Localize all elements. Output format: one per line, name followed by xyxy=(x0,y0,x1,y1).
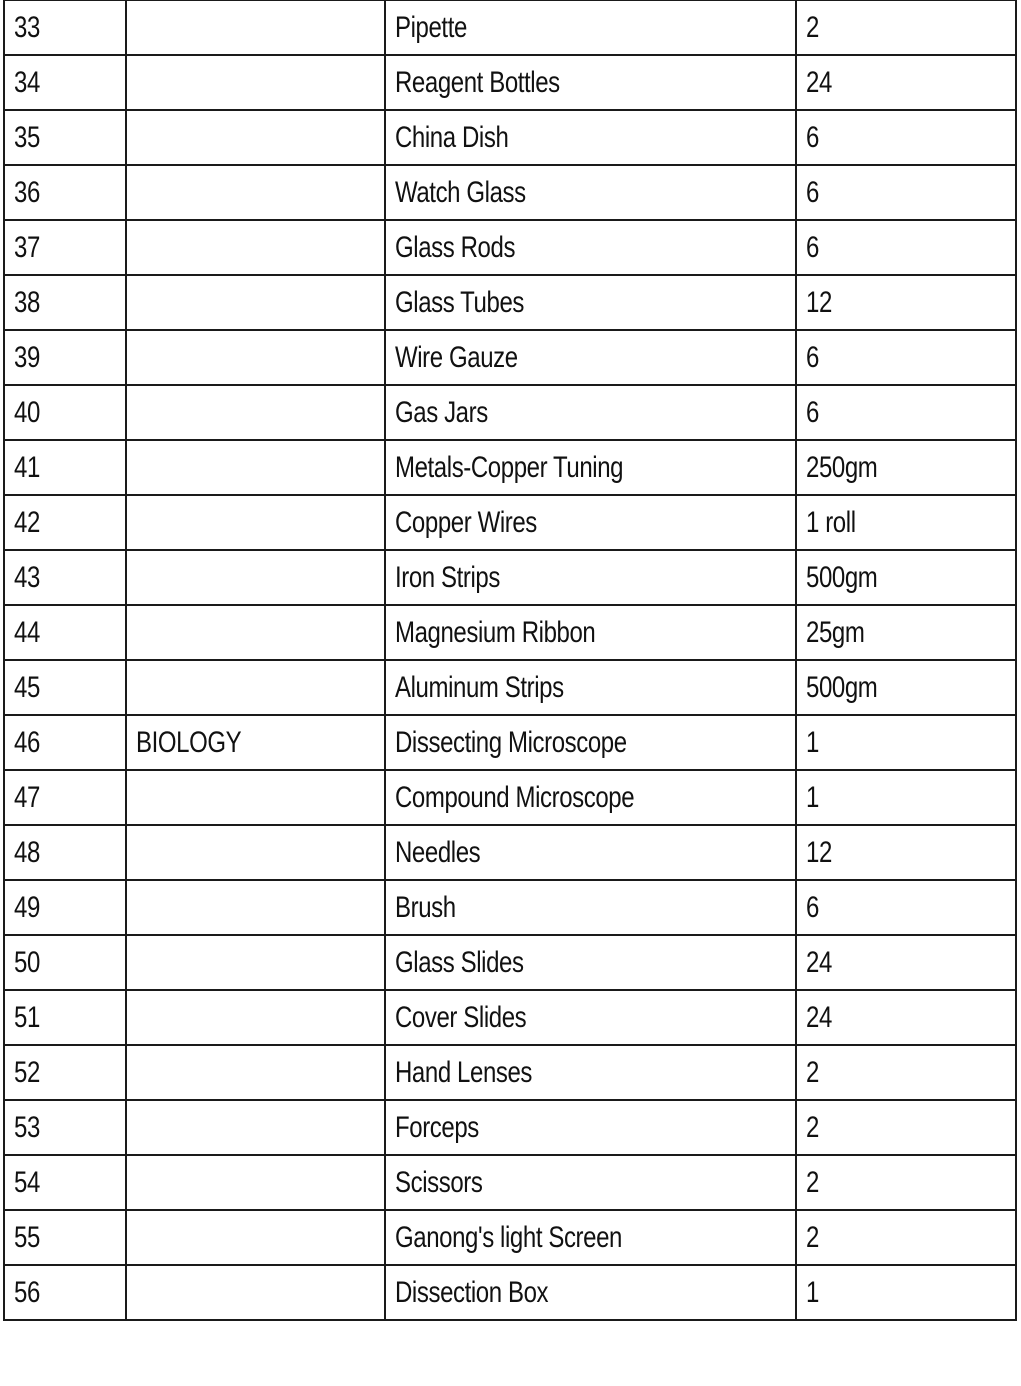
quantity-cell xyxy=(796,55,1016,110)
equipment-table xyxy=(3,0,1017,1321)
subject-cell xyxy=(126,715,385,770)
quantity-cell-text: 6 xyxy=(806,340,819,374)
item-name-cell-text: Aluminum Strips xyxy=(395,670,564,704)
table-row xyxy=(4,110,1016,165)
table-row xyxy=(4,1265,1016,1320)
table-row xyxy=(4,1100,1016,1155)
serial-number-cell-text: 34 xyxy=(14,65,40,99)
table-row xyxy=(4,275,1016,330)
subject-cell xyxy=(126,770,385,825)
quantity-cell-text: 12 xyxy=(806,285,832,319)
table-row xyxy=(4,770,1016,825)
subject-cell xyxy=(126,1265,385,1320)
item-name-cell-text: Forceps xyxy=(395,1110,479,1144)
subject-cell xyxy=(126,220,385,275)
serial-number-cell-text: 42 xyxy=(14,505,40,539)
item-name-cell xyxy=(385,330,796,385)
item-name-cell xyxy=(385,1100,796,1155)
serial-number-cell-text: 41 xyxy=(14,450,40,484)
item-name-cell-text: Watch Glass xyxy=(395,175,526,209)
serial-number-cell-text: 35 xyxy=(14,120,40,154)
subject-cell xyxy=(126,440,385,495)
item-name-cell xyxy=(385,1210,796,1265)
item-name-cell-text: Cover Slides xyxy=(395,1000,527,1034)
subject-cell xyxy=(126,110,385,165)
item-name-cell-text: Needles xyxy=(395,835,481,869)
table-row xyxy=(4,1045,1016,1100)
serial-number-cell xyxy=(4,1155,126,1210)
quantity-cell-text: 24 xyxy=(806,65,832,99)
item-name-cell xyxy=(385,275,796,330)
subject-cell xyxy=(126,1100,385,1155)
quantity-cell-text: 1 xyxy=(806,1275,819,1309)
table-row xyxy=(4,550,1016,605)
serial-number-cell xyxy=(4,1265,126,1320)
quantity-cell-text: 6 xyxy=(806,890,819,924)
quantity-cell-text: 500gm xyxy=(806,560,878,594)
item-name-cell-text: Reagent Bottles xyxy=(395,65,560,99)
subject-cell xyxy=(126,330,385,385)
serial-number-cell xyxy=(4,385,126,440)
quantity-cell xyxy=(796,550,1016,605)
serial-number-cell xyxy=(4,880,126,935)
quantity-cell xyxy=(796,330,1016,385)
item-name-cell-text: Glass Rods xyxy=(395,230,516,264)
item-name-cell-text: Hand Lenses xyxy=(395,1055,533,1089)
serial-number-cell-text: 44 xyxy=(14,615,40,649)
quantity-cell-text: 24 xyxy=(806,945,832,979)
subject-cell xyxy=(126,1210,385,1265)
serial-number-cell xyxy=(4,770,126,825)
serial-number-cell xyxy=(4,55,126,110)
table-row xyxy=(4,880,1016,935)
item-name-cell xyxy=(385,990,796,1045)
quantity-cell xyxy=(796,165,1016,220)
item-name-cell xyxy=(385,220,796,275)
item-name-cell-text: Iron Strips xyxy=(395,560,500,594)
item-name-cell-text: China Dish xyxy=(395,120,509,154)
quantity-cell-text: 12 xyxy=(806,835,832,869)
serial-number-cell-text: 36 xyxy=(14,175,40,209)
quantity-cell-text: 500gm xyxy=(806,670,878,704)
serial-number-cell-text: 51 xyxy=(14,1000,40,1034)
subject-cell xyxy=(126,1155,385,1210)
serial-number-cell-text: 56 xyxy=(14,1275,40,1309)
item-name-cell-text: Ganong's light Screen xyxy=(395,1220,622,1254)
serial-number-cell xyxy=(4,660,126,715)
subject-cell xyxy=(126,990,385,1045)
quantity-cell xyxy=(796,220,1016,275)
table-row xyxy=(4,825,1016,880)
serial-number-cell xyxy=(4,440,126,495)
quantity-cell-text: 6 xyxy=(806,395,819,429)
serial-number-cell xyxy=(4,1,126,56)
table-row xyxy=(4,935,1016,990)
document-page xyxy=(3,0,1015,1372)
quantity-cell-text: 2 xyxy=(806,1220,819,1254)
subject-cell xyxy=(126,660,385,715)
item-name-cell xyxy=(385,440,796,495)
item-name-cell xyxy=(385,55,796,110)
serial-number-cell xyxy=(4,990,126,1045)
item-name-cell xyxy=(385,385,796,440)
serial-number-cell-text: 37 xyxy=(14,230,40,264)
quantity-cell xyxy=(796,495,1016,550)
serial-number-cell-text: 33 xyxy=(14,10,40,44)
quantity-cell xyxy=(796,660,1016,715)
quantity-cell xyxy=(796,1045,1016,1100)
item-name-cell-text: Glass Slides xyxy=(395,945,524,979)
serial-number-cell xyxy=(4,275,126,330)
item-name-cell xyxy=(385,1,796,56)
item-name-cell xyxy=(385,1155,796,1210)
subject-cell xyxy=(126,495,385,550)
quantity-cell-text: 2 xyxy=(806,1110,819,1144)
subject-cell xyxy=(126,1045,385,1100)
quantity-cell-text: 6 xyxy=(806,120,819,154)
quantity-cell xyxy=(796,1100,1016,1155)
serial-number-cell-text: 55 xyxy=(14,1220,40,1254)
subject-cell xyxy=(126,880,385,935)
quantity-cell-text: 1 roll xyxy=(806,505,856,539)
item-name-cell-text: Gas Jars xyxy=(395,395,488,429)
serial-number-cell xyxy=(4,495,126,550)
serial-number-cell-text: 45 xyxy=(14,670,40,704)
subject-cell xyxy=(126,825,385,880)
serial-number-cell xyxy=(4,825,126,880)
serial-number-cell xyxy=(4,605,126,660)
table-row xyxy=(4,495,1016,550)
table-row xyxy=(4,1,1016,56)
table-row xyxy=(4,55,1016,110)
serial-number-cell xyxy=(4,330,126,385)
serial-number-cell-text: 48 xyxy=(14,835,40,869)
table-row xyxy=(4,660,1016,715)
item-name-cell xyxy=(385,1045,796,1100)
table-row xyxy=(4,715,1016,770)
serial-number-cell xyxy=(4,110,126,165)
table-row xyxy=(4,605,1016,660)
table-row xyxy=(4,330,1016,385)
quantity-cell xyxy=(796,1155,1016,1210)
item-name-cell xyxy=(385,935,796,990)
item-name-cell xyxy=(385,1265,796,1320)
serial-number-cell xyxy=(4,935,126,990)
serial-number-cell xyxy=(4,220,126,275)
serial-number-cell-text: 43 xyxy=(14,560,40,594)
subject-cell xyxy=(126,55,385,110)
serial-number-cell-text: 39 xyxy=(14,340,40,374)
table-row xyxy=(4,1155,1016,1210)
serial-number-cell xyxy=(4,550,126,605)
serial-number-cell-text: 47 xyxy=(14,780,40,814)
item-name-cell-text: Wire Gauze xyxy=(395,340,518,374)
quantity-cell-text: 2 xyxy=(806,1055,819,1089)
table-row xyxy=(4,385,1016,440)
quantity-cell xyxy=(796,825,1016,880)
quantity-cell xyxy=(796,1265,1016,1320)
table-row xyxy=(4,440,1016,495)
quantity-cell-text: 24 xyxy=(806,1000,832,1034)
table-row xyxy=(4,1210,1016,1265)
table-row xyxy=(4,220,1016,275)
quantity-cell-text: 6 xyxy=(806,230,819,264)
item-name-cell-text: Pipette xyxy=(395,10,467,44)
item-name-cell xyxy=(385,550,796,605)
subject-cell xyxy=(126,165,385,220)
quantity-cell xyxy=(796,385,1016,440)
serial-number-cell-text: 52 xyxy=(14,1055,40,1089)
quantity-cell xyxy=(796,935,1016,990)
subject-cell xyxy=(126,1,385,56)
item-name-cell-text: Dissecting Microscope xyxy=(395,725,627,759)
item-name-cell xyxy=(385,770,796,825)
item-name-cell xyxy=(385,660,796,715)
subject-cell-text: BIOLOGY xyxy=(136,725,242,759)
table-row xyxy=(4,990,1016,1045)
quantity-cell xyxy=(796,1,1016,56)
item-name-cell-text: Scissors xyxy=(395,1165,483,1199)
item-name-cell-text: Copper Wires xyxy=(395,505,537,539)
subject-cell xyxy=(126,275,385,330)
serial-number-cell-text: 38 xyxy=(14,285,40,319)
table-body xyxy=(4,1,1016,1321)
item-name-cell xyxy=(385,165,796,220)
quantity-cell-text: 2 xyxy=(806,1165,819,1199)
serial-number-cell xyxy=(4,165,126,220)
quantity-cell-text: 2 xyxy=(806,10,819,44)
serial-number-cell-text: 49 xyxy=(14,890,40,924)
serial-number-cell-text: 40 xyxy=(14,395,40,429)
subject-cell xyxy=(126,550,385,605)
item-name-cell xyxy=(385,605,796,660)
quantity-cell xyxy=(796,990,1016,1045)
quantity-cell xyxy=(796,605,1016,660)
serial-number-cell-text: 54 xyxy=(14,1165,40,1199)
quantity-cell-text: 1 xyxy=(806,725,819,759)
item-name-cell-text: Metals-Copper Tuning xyxy=(395,450,624,484)
quantity-cell xyxy=(796,770,1016,825)
quantity-cell xyxy=(796,880,1016,935)
quantity-cell-text: 6 xyxy=(806,175,819,209)
serial-number-cell xyxy=(4,1045,126,1100)
subject-cell xyxy=(126,385,385,440)
quantity-cell-text: 25gm xyxy=(806,615,865,649)
quantity-cell-text: 250gm xyxy=(806,450,878,484)
quantity-cell-text: 1 xyxy=(806,780,819,814)
quantity-cell xyxy=(796,275,1016,330)
item-name-cell xyxy=(385,715,796,770)
item-name-cell xyxy=(385,110,796,165)
serial-number-cell xyxy=(4,1210,126,1265)
serial-number-cell-text: 50 xyxy=(14,945,40,979)
item-name-cell-text: Brush xyxy=(395,890,456,924)
item-name-cell-text: Compound Microscope xyxy=(395,780,635,814)
serial-number-cell-text: 46 xyxy=(14,725,40,759)
subject-cell xyxy=(126,935,385,990)
item-name-cell xyxy=(385,495,796,550)
quantity-cell xyxy=(796,440,1016,495)
quantity-cell xyxy=(796,110,1016,165)
item-name-cell-text: Magnesium Ribbon xyxy=(395,615,596,649)
item-name-cell xyxy=(385,825,796,880)
subject-cell xyxy=(126,605,385,660)
serial-number-cell-text: 53 xyxy=(14,1110,40,1144)
item-name-cell xyxy=(385,880,796,935)
quantity-cell xyxy=(796,1210,1016,1265)
quantity-cell xyxy=(796,715,1016,770)
serial-number-cell xyxy=(4,715,126,770)
serial-number-cell xyxy=(4,1100,126,1155)
table-row xyxy=(4,165,1016,220)
item-name-cell-text: Glass Tubes xyxy=(395,285,524,319)
item-name-cell-text: Dissection Box xyxy=(395,1275,549,1309)
